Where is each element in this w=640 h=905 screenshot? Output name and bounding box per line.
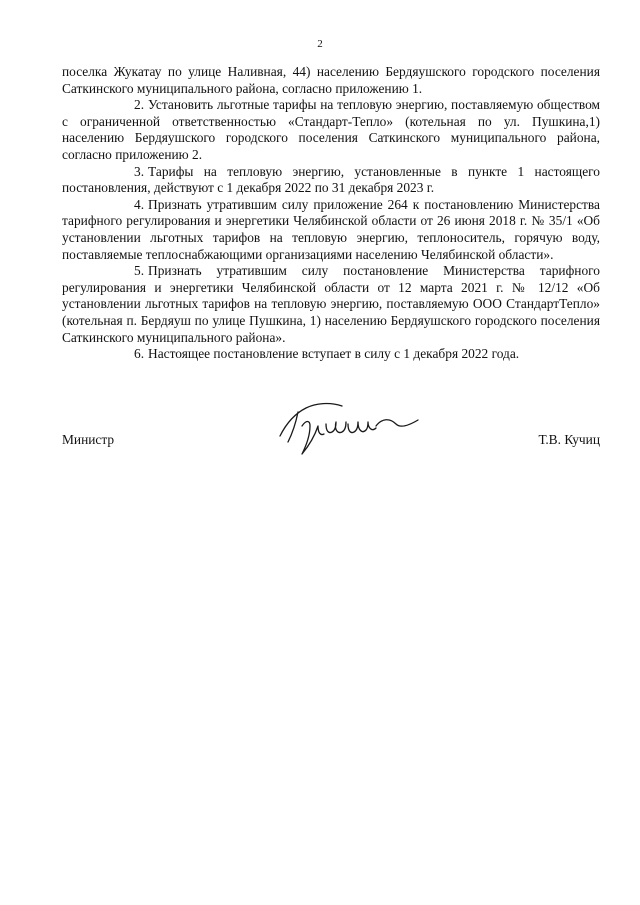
paragraph-3	[62, 164, 600, 197]
signature-block	[62, 396, 600, 466]
paragraph-text: Настоящее постановление вступает в силу с 1 декабря 2022 года.	[148, 346, 520, 362]
paragraph-2	[62, 97, 600, 163]
paragraph-number: 4.	[134, 196, 145, 212]
paragraph-5	[62, 263, 600, 346]
paragraph-4	[62, 197, 600, 263]
paragraph-text: Установить льготные тарифы на тепловую энергию, поставляемую обществом с ограниченной ответственностью «Стандарт-Тепло» (котельная по ул. Пушкина,1) населению Бердяушского городского поселения Саткинского муниципального района, согласно приложению 2.	[62, 97, 600, 162]
paragraph-text: поселка Жукатау по улице Наливная, 44) населению Бердяушского городского поселения Саткинского муниципального района, согласно приложению 1.	[62, 64, 600, 96]
page-number: 2	[317, 38, 323, 50]
signer-title: Министр	[62, 432, 115, 447]
paragraph-text: Признать утратившим силу постановление Министерства тарифного регулирования и энергетики Челябинской области от 12 марта 2021 г. № 12/12 «Об установлении льготных тарифов на тепловую энергию, поставляемую ООО СтандартТепло» (котельная п. Бердяуш по улице Пушкина, 1) населению Бердяушского городского поселения Саткинского муниципального района».	[62, 263, 600, 345]
paragraph-text: Тарифы на тепловую энергию, установленные в пункте 1 настоящего постановления, действуют с 1 декабря 2022 по 31 декабря 2023 г.	[62, 163, 600, 196]
signer-name: Т.В. Кучиц	[538, 432, 600, 447]
paragraph-text: Признать утратившим силу приложение 264 к постановлению Министерства тарифного регулирования и энергетики Челябинской области от 26 июня 2018 г. № 35/1 «Об установлении льготных тарифов на тепловую энергию, теплоноситель, горячую воду, поставляемые теплоснабжающими организациями населению Челябинской области».	[62, 196, 600, 262]
paragraph-number: 3.	[134, 163, 145, 179]
paragraph-number: 5.	[134, 263, 145, 279]
document-body	[62, 64, 600, 363]
paragraph-number: 2.	[134, 97, 145, 113]
paragraph-1-continuation	[62, 64, 600, 97]
handwritten-signature	[272, 396, 432, 458]
paragraph-6	[62, 346, 600, 363]
paragraph-number: 6.	[134, 346, 145, 362]
